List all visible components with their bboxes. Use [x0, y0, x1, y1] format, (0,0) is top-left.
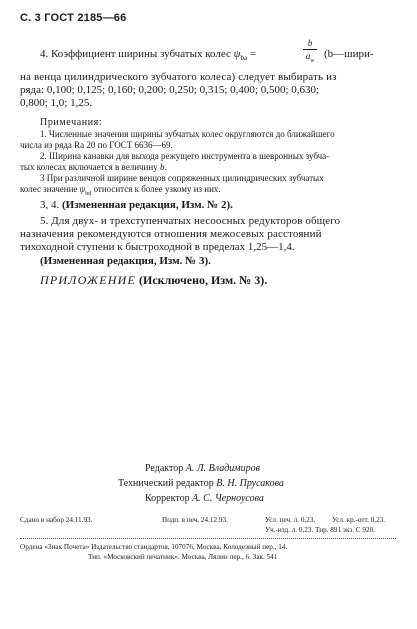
- item5-line3: тихоходной ступени к быстроходной в пределах 1,25—1,4.: [20, 241, 295, 253]
- psi-symbol: ψ: [233, 48, 241, 60]
- imprint-row2: Уч.-изд. л. 0,23. Тир. 891 экз. С 920.: [265, 526, 375, 534]
- item4-line3: ряда: 0,100; 0,125; 0,160; 0,200; 0,250; 0,315; 0,400; 0,500; 0,630;: [20, 84, 320, 96]
- fraction-bar: [303, 49, 317, 50]
- item4-line1-text: [40, 48, 256, 62]
- item4-line1-b: (b—шири-: [324, 48, 374, 60]
- imprint-row3-a: Ордена «Знак Почета» Издательство стандартов, 107076, Москва, Колодезный пер., 14.: [20, 543, 288, 551]
- editor-credit: Редактор А. Л. Владимиров: [145, 463, 260, 474]
- ratio-fraction: [303, 38, 317, 64]
- fraction-denominator: $a_w$: [305, 51, 315, 64]
- imprint-row1-b: Подп. в печ. 24.12.93.: [162, 516, 228, 524]
- imprint-row1-a: Сдано в набор 24.11.93.: [20, 516, 93, 524]
- fraction-numerator: b: [307, 38, 313, 48]
- imprint-row1-c: Усл. печ. л. 0,23.: [265, 516, 316, 524]
- imprint-row3-b: Тип. «Московский печатник». Москва, Лялин пер., 6. Зак. 541: [88, 553, 278, 561]
- page-header: С. 3 ГОСТ 2185—66: [20, 12, 127, 24]
- tech-editor-credit: Технический редактор В. Н. Прусакова: [118, 478, 284, 489]
- item5-line1: 5. Для двух- и трехступенчатых несоосных редукторов общего: [40, 215, 341, 227]
- psi-subscript: ba: [240, 54, 248, 63]
- imprint-row1-d: Усл. кр.-отт. 0,23.: [332, 516, 386, 524]
- corrector-credit: Корректор А. С. Черноусова: [145, 493, 264, 504]
- appendix-title: ПРИЛОЖЕНИЕ: [40, 273, 136, 287]
- item4-line1-a: 4. Коэффициент ширины зубчатых колес: [40, 48, 231, 60]
- note2-line2: тых колесах включается в величину b.: [20, 162, 167, 172]
- appendix-line: [40, 273, 267, 288]
- note3-line2: колес значение $\psi_{bd}$ относится к более узкому из них.: [20, 184, 221, 197]
- note3-line1: 3 При различной ширине венцов сопряженных цилиндрических зубчатых: [40, 173, 324, 183]
- revision-note-2: (Измененная редакция, Изм. № 3).: [40, 255, 211, 267]
- note1-line2: числа из ряда Ra 20 по ГОСТ 6636—69.: [20, 140, 173, 150]
- item5-line2: назначения рекомендуются отношения межосевых расстояний: [20, 228, 322, 240]
- appendix-note: (Исключено, Изм. № 3).: [138, 273, 268, 287]
- imprint-divider: [20, 538, 396, 539]
- note2-line1: 2. Ширина канавки для выхода режущего инструмента в шевронных зубча-: [40, 151, 330, 161]
- item4-line2: на венца цилиндрического зубчатого колеса) следует выбирать из: [20, 71, 337, 83]
- revision-note-1: 3, 4. (Измененная редакция, Изм. № 2).: [40, 199, 233, 211]
- equals-sign: =: [249, 48, 257, 60]
- note1-line1: 1. Численные значения ширины зубчатых колес округляются до ближайшего: [40, 129, 335, 139]
- notes-title: Примечания:: [40, 117, 103, 128]
- item4-line4: 0,800; 1,0; 1,25.: [20, 97, 93, 109]
